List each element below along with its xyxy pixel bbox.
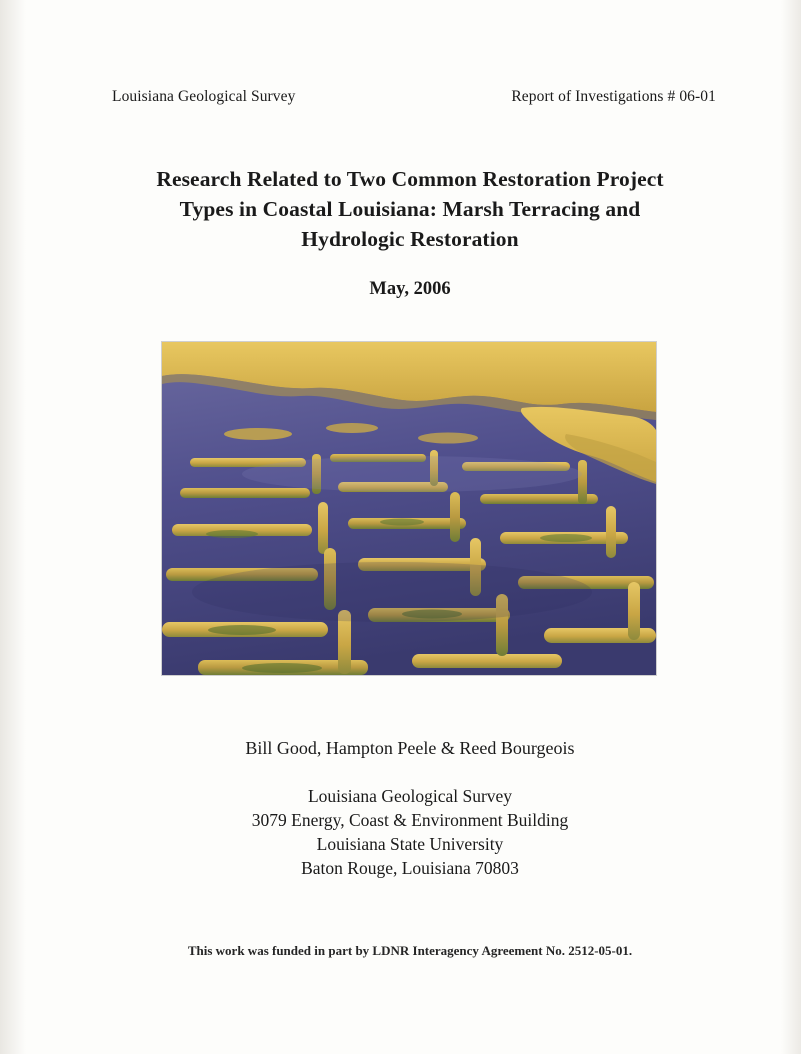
header-report-number: Report of Investigations # 06-01: [511, 88, 716, 105]
affiliation-line-4: Baton Rouge, Louisiana 70803: [301, 858, 519, 878]
title-line-2: Types in Coastal Louisiana: Marsh Terracing and: [179, 197, 641, 221]
cover-figure: [162, 342, 656, 675]
affiliation-line-1: Louisiana Geological Survey: [307, 786, 513, 806]
funding-note: This work was funded in part by LDNR Interagency Agreement No. 2512-05-01.: [187, 943, 633, 958]
page-content: [100, 0, 720, 1054]
page-title: [100, 164, 720, 254]
title-line-1: Research Related to Two Common Restoration Project: [156, 167, 664, 191]
header-organization: Louisiana Geological Survey: [112, 88, 296, 105]
publication-date: May, 2006: [369, 279, 451, 299]
authors: Bill Good, Hampton Peele & Reed Bourgeois: [245, 738, 575, 758]
affiliation-block: [100, 784, 720, 880]
page-header: [112, 88, 720, 106]
title-line-3: Hydrologic Restoration: [301, 227, 519, 251]
affiliation-line-2: 3079 Energy, Coast & Environment Building: [251, 810, 569, 830]
affiliation-line-3: Louisiana State University: [316, 834, 504, 854]
marsh-terrace-photo: [162, 342, 656, 675]
